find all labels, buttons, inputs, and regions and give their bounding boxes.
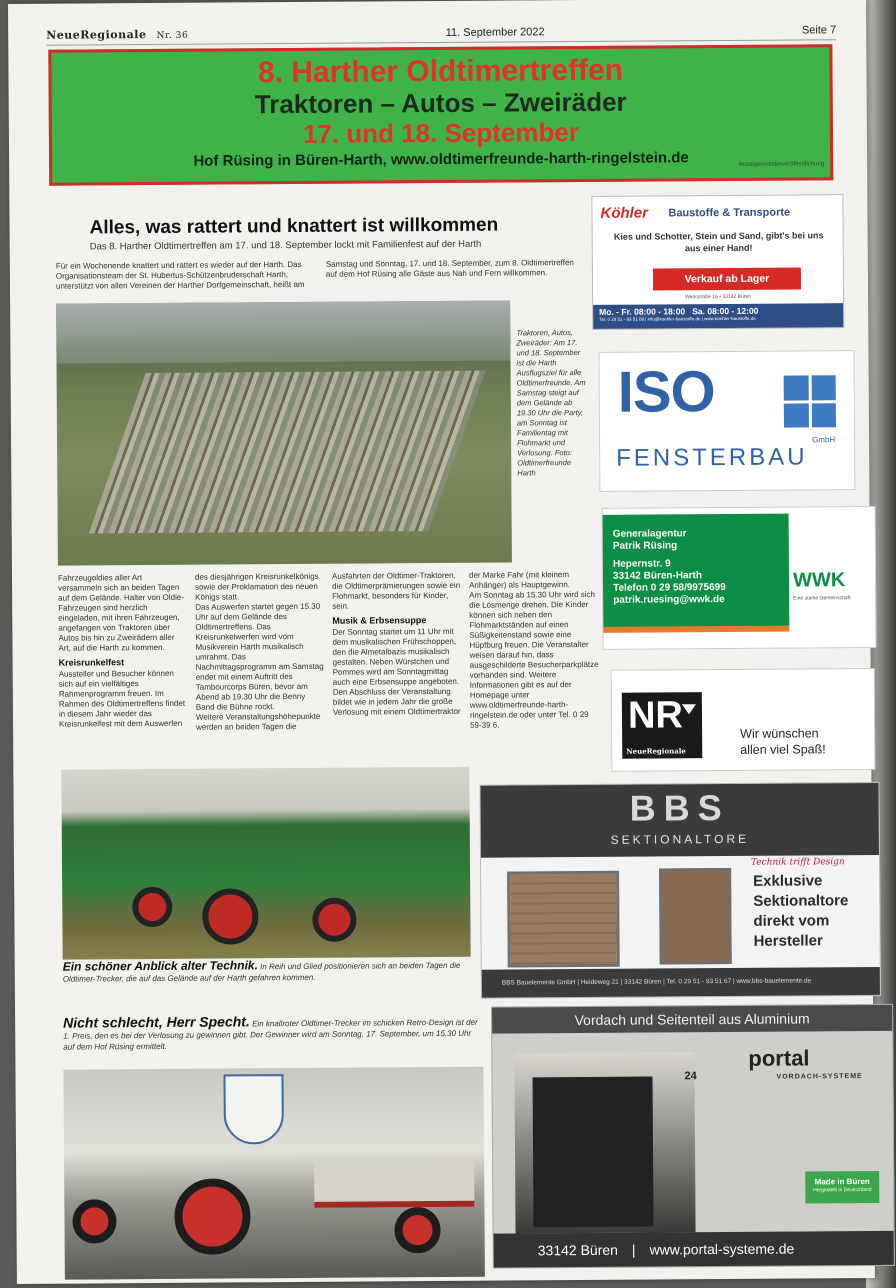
tractors-photo xyxy=(61,767,470,960)
ad-wwk[interactable] xyxy=(602,506,877,650)
ad-portal-systeme[interactable] xyxy=(491,1004,895,1269)
article-intro: Für ein Wochenende knattert und rattert es wieder auf der Harth. Das Organisationsteam der St. Hubertus-Schützenbruderschaft Harth, unterstützt von allen Vereinen der Harther Dorfgemeinschaft, heißt am Samstag und Sonntag, 17. und 18. September, zum 8. Oldtimertreffen auf dem Hof Rüsing alle Gäste aus Nah und Fern willkommen. xyxy=(55,258,574,291)
body-paragraph: Das Auswerfen startet gegen 15.30 Uhr auf dem Gelände des Oldtimertreffens. Das Kreisrunkelwerfen wird vom Musikverein Harth musikalisch umrahmt. Das Nachmittagsprogramm am Samstag endet mit einem Auftritt des Tambourcorps Büren, bevor am Abend ab 19.30 Uhr die Benny Band die Bühne rockt. xyxy=(195,601,324,712)
koehler-slogan: Kies und Schotter, Stein und Sand, gibt's bei uns aus einer Hand! xyxy=(613,230,824,254)
nr-greeting: Wir wünschen allen viel Spaß! xyxy=(740,726,826,757)
portal-logo: portal xyxy=(748,1045,810,1071)
article-subhead: Das 8. Harther Oldtimertreffen am 17. und 18. September lockt mit Familienfest auf der Harth xyxy=(89,238,482,253)
garage-door-image xyxy=(507,871,620,968)
koehler-cta: Verkauf ab Lager xyxy=(653,267,801,290)
newspaper-page xyxy=(8,0,875,1284)
koehler-logo: Köhler xyxy=(600,204,649,222)
event-banner xyxy=(48,44,833,185)
tractor-wheel xyxy=(202,888,258,944)
page-header xyxy=(46,20,836,46)
iso-logo: ISO xyxy=(617,359,715,425)
article-headline: Alles, was rattert und knattert ist willkommen xyxy=(89,214,499,239)
wwk-contact: Generalagentur Patrik Rüsing Hepernstr. 9 33142 Büren-Harth Telefon 0 29 58/9975699 patrik.ruesing@wwk.de xyxy=(603,514,790,629)
tractor-wheel xyxy=(72,1199,116,1243)
koehler-address: Werkstraße 16 • 33142 Büren xyxy=(685,293,752,301)
banner-location: Hof Rüsing in Büren-Harth, www.oldtimerfreunde-harth-ringelstein.de xyxy=(193,149,689,170)
window-icon xyxy=(784,375,836,427)
door-opening xyxy=(533,1077,654,1228)
iso-subtitle: FENSTERBAU xyxy=(616,443,808,472)
issue-date: 11. September 2022 xyxy=(445,25,545,39)
wwk-stripe xyxy=(603,626,789,633)
bbs-subtitle: SEKTIONALTORE xyxy=(610,831,750,847)
banner-note: Anzeigensonderveröffentlichung xyxy=(738,161,825,168)
tractors-caption: Ein schöner Anblick alter Technik. In Reih und Glied positionieren sich an beiden Tagen die Oldtimer-Trecker, die auf das Gelände auf der Harth gefahren kommen. xyxy=(62,958,461,984)
portal-footer: 33142 Büren | www.portal-systeme.de xyxy=(494,1231,894,1268)
body-paragraph: Am Sonntag ab 15.30 Uhr wird sich die Losmenge drehen. Die Kinder können sich neben den Flohmarktständen auf einen Süßigkeitenstand sowie eine Hüpfburg freuen. Die Veranstalter weisen darauf hin, dass ausgeschilderte Besucherparkplätze vorhanden sind. Weitere Informationen gibt es auf der Homepage unter www.oldtimerfreunde-harth-ringelstein.de oder unter Tel. 0 29 59-39 6. xyxy=(469,589,599,730)
nr-triangle-icon xyxy=(682,704,696,714)
masthead: NeueRegionale Nr. 36 xyxy=(46,28,189,42)
tractor-wheel xyxy=(132,887,172,927)
bbs-logo: BBS xyxy=(629,786,730,829)
bbs-slogan: Exklusive Sektionaltore direkt vom Hersteller xyxy=(753,872,849,950)
bbs-script: Technik trifft Design xyxy=(750,857,845,868)
iso-gmbh: GmbH xyxy=(812,435,836,445)
wwk-slogan: Eine starke Gemeinschaft. xyxy=(793,595,852,602)
made-in-badge: Made in Büren Hergestellt in Deutschland xyxy=(805,1171,879,1204)
banner-title: 8. Harther Oldtimertreffen xyxy=(257,53,624,90)
tractor-wheel xyxy=(312,898,356,942)
portal-logo-subtitle: VORDACH-SYSTEME xyxy=(776,1073,863,1081)
bbs-header xyxy=(480,783,878,858)
article-body xyxy=(58,570,599,764)
nr-logo: NR NeueRegionale xyxy=(622,692,702,759)
front-door-image xyxy=(659,868,732,965)
body-paragraph: Der Sonntag startet um 11 Uhr mit dem musikalischen Frühschoppen, den die Almetalbazis musikalisch gestalten. Neben Würstchen und Pommes wird am Sonntagmittag auch eine Erbsensuppe angeboten. Den Abschluss der Veranstaltung bildet wie in jedem Jahr die große Verlosung mit einem Oldtimertraktor der Marke Fahr (mit kleinem Anhänger) als Hauptgewinn. xyxy=(332,570,571,717)
section-heading: Musik & Erbsensuppe xyxy=(332,615,427,626)
page-number: Seite 7 xyxy=(801,23,837,36)
section-heading: Kreisrunkelfest xyxy=(58,657,125,668)
bbs-footer: BBS Bauelemente GmbH | Heideweg 21 | 33142 Büren | Tel. 0 29 51 - 93 51 67 | www.bbs-bauelemente.de xyxy=(482,967,880,998)
issue-number: Nr. 36 xyxy=(156,29,189,41)
banner-subtitle: Traktoren – Autos – Zweiräder xyxy=(254,86,627,120)
ad-iso-fensterbau[interactable] xyxy=(598,350,855,492)
trailer xyxy=(314,1159,474,1208)
wwk-logo: WWK xyxy=(792,569,846,592)
aerial-photo xyxy=(56,301,512,566)
aerial-photo-caption: Traktoren, Autos, Zweiräder: Am 17. und 18. September ist die Harth Ausflugsziel für alle Oldtimerfreunde. Am Samstag steigt auf dem Gelände ab 19.30 Uhr die Party, am Sonntag ist Familientag mit Flohmarkt und Verlosung. Foto: Oldtimerfreunde Harth xyxy=(516,328,586,478)
raffle-caption: Nicht schlecht, Herr Specht. Ein knallroter Oldtimer-Trecker im schicken Retro-Design ist der 1. Preis, den es bei der Verlosung zu gewinnen gibt. Der Gewinner wird am Sonntag, 17. September, um 15.30 Uhr auf dem Hof Rüsing ermittelt. xyxy=(63,1013,478,1052)
trailer-wheel xyxy=(394,1207,440,1253)
portal-title: Vordach und Seitenteil aus Aluminium xyxy=(492,1005,892,1034)
body-paragraph: Fahrzeugoldies aller Art versammeln sich an beiden Tagen auf dem Gelände. Halter von Oldie-Fahrzeugen sind herzlich eingeladen, mit ihren Fahrzeugen, angefangen von Traktoren über Autos bis hin zu Zweirädern aller Art, auf die Harth zu kommen. xyxy=(57,573,185,653)
banner-dates: 17. und 18. September xyxy=(302,117,579,149)
ad-neueregionale[interactable] xyxy=(611,668,876,772)
ad-bbs-sektionaltore[interactable] xyxy=(479,782,880,999)
coat-of-arms xyxy=(223,1074,283,1144)
koehler-hours: Mo. - Fr. 08:00 - 18:00 Sa. 08:00 - 12:00 Tel. 0 29 51 - 93 51 09 | info@koehler-baustoffe.de | www.koehler-baustoffe.de xyxy=(593,303,843,329)
red-tractor-photo xyxy=(63,1067,484,1280)
ad-koehler[interactable] xyxy=(591,194,844,330)
house-number: 24 xyxy=(684,1070,697,1083)
body-paragraph: Weitere Veranstaltungshöhepunkte werden an beiden Tagen die Ausfahrten der Oldtimer-Traktoren, die Oldtimerprämierungen sowie ein Flohmarkt, besonders für Kinder, sein. xyxy=(195,570,461,732)
body-paragraph: Aussteller und Besucher können sich auf ein vielfältiges Rahmenprogramm freuen. Im Rahmen des Oldtimertreffens findet in diesem Jahr wieder das Kreisrunkelfest mit dem Auswerfen des diesjährigen Kreisrunkelkönigs sowie der Proklamation des neuen Königs statt. xyxy=(58,571,319,729)
tractor-wheel xyxy=(174,1178,251,1255)
koehler-tagline: Baustoffe & Transporte xyxy=(668,206,791,220)
